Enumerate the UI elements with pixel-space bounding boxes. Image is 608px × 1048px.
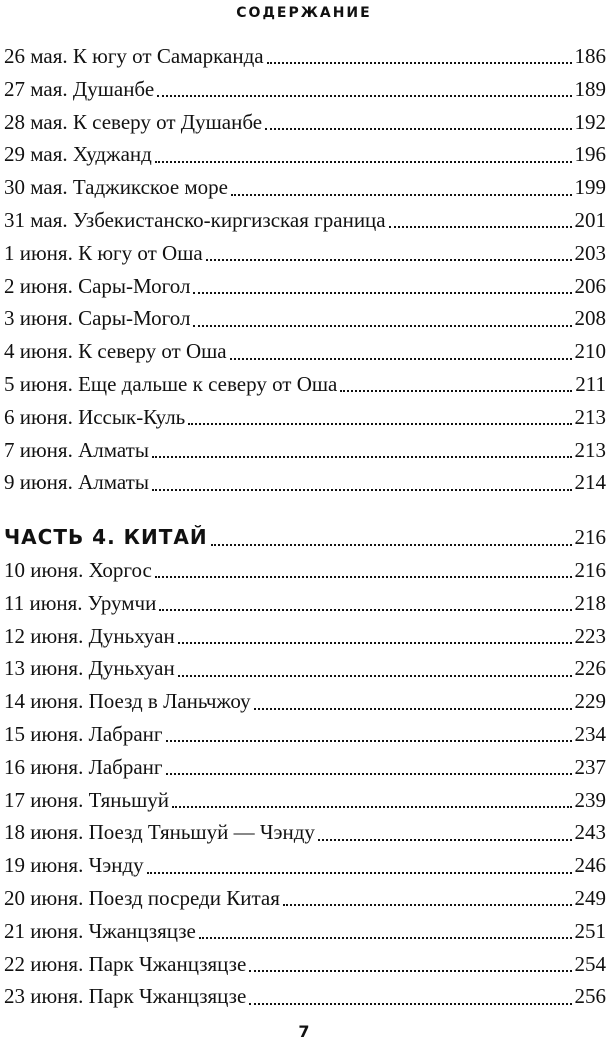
entry-page-number: 213 <box>574 404 606 429</box>
dot-leader <box>193 292 571 294</box>
toc-entry <box>4 816 606 849</box>
dot-leader <box>166 773 572 775</box>
entry-title: 22 июня. Парк Чжанцзяцзе <box>4 951 247 976</box>
toc-entry <box>4 73 606 106</box>
entry-title: 31 мая. Узбекистанско-киргизская граница <box>4 207 386 232</box>
running-header: СОДЕРЖАНИЕ <box>236 5 372 21</box>
entry-title: 10 июня. Хоргос <box>4 557 152 582</box>
part-heading <box>4 521 606 554</box>
entry-title: 7 июня. Алматы <box>4 437 149 462</box>
dot-leader <box>206 259 572 261</box>
toc-entry <box>4 368 606 401</box>
entry-page-number: 189 <box>574 76 606 101</box>
toc-entry <box>4 270 606 303</box>
dot-leader <box>147 872 572 874</box>
entry-title: 18 июня. Поезд Тяньшуй — Чэнду <box>4 820 315 845</box>
entry-title: 2 июня. Сары-Могол <box>4 273 191 298</box>
entry-page-number: 210 <box>574 339 606 364</box>
dot-leader <box>211 544 572 546</box>
dot-leader <box>152 489 572 491</box>
dot-leader <box>389 226 572 228</box>
toc-entry <box>4 138 606 171</box>
entry-page-number: 254 <box>574 951 606 976</box>
entry-title: 23 июня. Парк Чжанцзяцзе <box>4 984 247 1009</box>
toc-entry <box>4 718 606 751</box>
entry-page-number: 214 <box>574 470 606 495</box>
dot-leader <box>159 609 571 611</box>
toc-entry <box>4 784 606 817</box>
dot-leader <box>152 456 572 458</box>
entry-page-number: 208 <box>574 306 606 331</box>
toc-section <box>4 40 606 499</box>
dot-leader <box>231 194 571 196</box>
toc-entry <box>4 849 606 882</box>
dot-leader <box>157 95 571 97</box>
entry-title: 6 июня. Иссык-Куль <box>4 404 186 429</box>
entry-title: 9 июня. Алматы <box>4 470 149 495</box>
toc-section <box>4 554 606 1013</box>
dot-leader <box>340 390 572 392</box>
dot-leader <box>155 576 572 578</box>
entry-title: 28 мая. К северу от Душанбе <box>4 109 263 134</box>
entry-page-number: 199 <box>574 175 606 200</box>
entry-page-number: 249 <box>574 885 606 910</box>
toc-entry <box>4 171 606 204</box>
entry-title: 5 июня. Еще дальше к северу от Оша <box>4 371 338 396</box>
toc-entry <box>4 335 606 368</box>
toc-entry <box>4 302 606 335</box>
entry-page-number: 246 <box>574 853 606 878</box>
part-title: ЧАСТЬ 4. КИТАЙ <box>4 525 208 550</box>
toc-entry <box>4 915 606 948</box>
entry-title: 19 июня. Чэнду <box>4 853 144 878</box>
toc-entry <box>4 554 606 587</box>
dot-leader <box>188 423 571 425</box>
entry-page-number: 251 <box>574 918 606 943</box>
dot-leader <box>155 161 572 163</box>
dot-leader <box>199 937 572 939</box>
dot-leader <box>172 806 572 808</box>
entry-title: 16 июня. Лабранг <box>4 754 163 779</box>
entry-page-number: 201 <box>574 207 606 232</box>
entry-title: 13 июня. Дуньхуан <box>4 656 175 681</box>
toc-entry <box>4 980 606 1013</box>
toc-entry <box>4 401 606 434</box>
entry-title: 4 июня. К северу от Оша <box>4 339 227 364</box>
toc-entry <box>4 882 606 915</box>
toc-entry <box>4 204 606 237</box>
entry-page-number: 216 <box>574 557 606 582</box>
entry-page-number: 256 <box>574 984 606 1009</box>
entry-page-number: 211 <box>575 371 606 396</box>
dot-leader <box>249 1003 571 1005</box>
entry-page-number: 206 <box>574 273 606 298</box>
section-gap <box>4 499 606 521</box>
entry-title: 27 мая. Душанбе <box>4 76 155 101</box>
toc-entry <box>4 434 606 467</box>
entry-page-number: 226 <box>574 656 606 681</box>
dot-leader <box>267 62 572 64</box>
dot-leader <box>178 675 572 677</box>
toc-entry <box>4 466 606 499</box>
dot-leader <box>265 128 571 130</box>
entry-title: 21 июня. Чжанцзяцзе <box>4 918 196 943</box>
entry-title: 1 июня. К югу от Оша <box>4 240 203 265</box>
dot-leader <box>318 839 572 841</box>
dot-leader <box>254 708 572 710</box>
entry-title: 20 июня. Поезд посреди Китая <box>4 885 280 910</box>
entry-title: 15 июня. Лабранг <box>4 721 163 746</box>
table-of-contents <box>4 40 606 1013</box>
entry-page-number: 213 <box>574 437 606 462</box>
page-number: 7 <box>298 1022 310 1041</box>
entry-page-number: 223 <box>574 623 606 648</box>
toc-entry <box>4 652 606 685</box>
entry-title: 17 июня. Тяньшуй <box>4 787 169 812</box>
entry-page-number: 237 <box>574 754 606 779</box>
dot-leader <box>178 642 572 644</box>
part-page-number: 216 <box>574 525 606 550</box>
entry-page-number: 196 <box>574 142 606 167</box>
entry-title: 26 мая. К югу от Самарканда <box>4 44 264 68</box>
entry-page-number: 203 <box>574 240 606 265</box>
toc-entry <box>4 40 606 73</box>
entry-title: 3 июня. Сары-Могол <box>4 306 191 331</box>
toc-entry <box>4 587 606 620</box>
toc-entry <box>4 106 606 139</box>
entry-title: 29 мая. Худжанд <box>4 142 152 167</box>
entry-page-number: 186 <box>574 44 606 68</box>
entry-title: 14 июня. Поезд в Ланьчжоу <box>4 689 251 714</box>
dot-leader <box>230 358 572 360</box>
toc-entry <box>4 948 606 981</box>
entry-page-number: 192 <box>574 109 606 134</box>
dot-leader <box>166 740 572 742</box>
entry-page-number: 234 <box>574 721 606 746</box>
toc-entry <box>4 237 606 270</box>
entry-page-number: 239 <box>574 787 606 812</box>
toc-entry <box>4 620 606 653</box>
dot-leader <box>193 325 571 327</box>
entry-title: 12 июня. Дуньхуан <box>4 623 175 648</box>
dot-leader <box>283 904 572 906</box>
entry-page-number: 218 <box>574 590 606 615</box>
dot-leader <box>249 970 571 972</box>
entry-page-number: 229 <box>574 689 606 714</box>
toc-entry <box>4 751 606 784</box>
toc-entry <box>4 685 606 718</box>
entry-page-number: 243 <box>574 820 606 845</box>
entry-title: 30 мая. Таджикское море <box>4 175 229 200</box>
entry-title: 11 июня. Урумчи <box>4 590 157 615</box>
